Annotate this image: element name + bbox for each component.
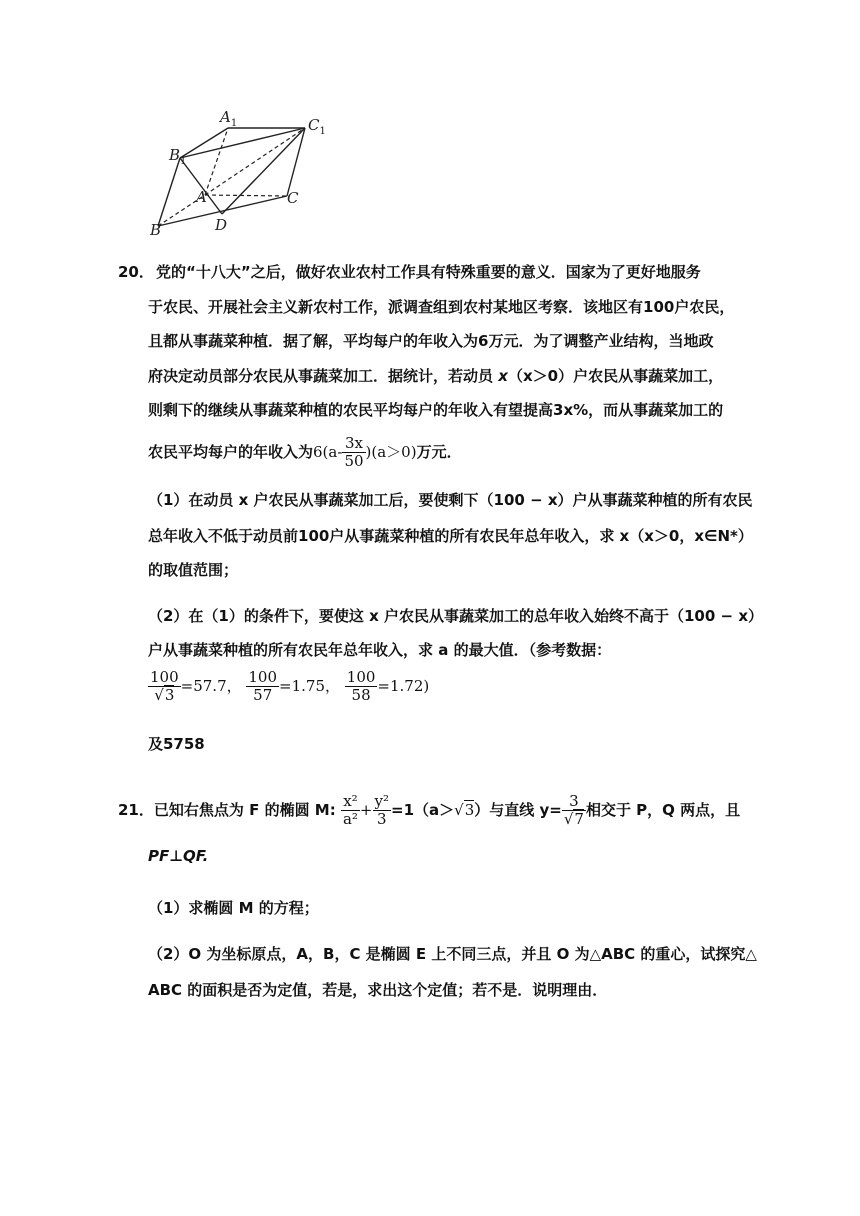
q20-part1-line-3: 的取值范围； bbox=[148, 561, 239, 579]
label-a1: $A_1$ bbox=[220, 108, 238, 129]
q21-line-frac: $\frac{3}{√7}$ bbox=[563, 792, 584, 828]
q21-part2-line-2: ABC 的面积是否为定值，若是，求出这个定值；若不是．说明理由． bbox=[148, 981, 608, 999]
q20-formula-prefix: 6(a- bbox=[313, 443, 343, 461]
q21-cond-root: 3 bbox=[464, 801, 475, 819]
label-b1: $B_1$ bbox=[169, 146, 187, 167]
q20-line-2: 于农民、开展社会主义新农村工作，派调查组到农村某地区考察．该地区有100户农民， bbox=[148, 298, 735, 316]
q20-line-3: 且都从事蔬菜种植．据了解，平均每户的年收入为6万元．为了调整产业结构，当地政 bbox=[148, 332, 714, 350]
prism-figure bbox=[140, 100, 350, 240]
q20-line-4-text: 府决定动员部分农民从事蔬菜加工．据统计，若动员 bbox=[148, 367, 494, 385]
q21-eq-x-frac: $\frac{\text{x²}}{\text{a²}}$ bbox=[342, 792, 358, 828]
q20-x: x bbox=[498, 367, 508, 385]
ref-val-3: =1.72) bbox=[377, 677, 430, 695]
q20-line-6-text: 农民平均每户的年收入为 bbox=[148, 443, 314, 461]
ref-frac-1: $\frac{100}{√3}$ bbox=[150, 668, 179, 704]
q20-line-1: 党的“十八大”之后，做好农业农村工作具有特殊重要的意义．国家为了更好地服务 bbox=[156, 263, 701, 281]
ref-val-2: =1.75， bbox=[279, 677, 340, 695]
q20-part2-line-2: 户从事蔬菜种植的所有农民年总年收入，求 a 的最大值．（参考数据： bbox=[148, 641, 612, 659]
label-a: A bbox=[196, 188, 207, 206]
q20-formula-suffix: )(a＞0) bbox=[365, 443, 417, 461]
q20-line-5: 则剩下的继续从事蔬菜种植的农民平均每户的年收入有望提高3x%，而从事蔬菜加工的 bbox=[148, 401, 724, 419]
label-d: D bbox=[215, 216, 228, 234]
q20-line-4-tail: 户农民从事蔬菜加工， bbox=[573, 367, 724, 385]
q21-intro: 已知右焦点为 F 的椭圆 M: bbox=[153, 801, 336, 819]
q20-part2-line-1: （2）在（1）的条件下，要使这 x 户农民从事蔬菜加工的总年收入始终不高于（100 − x） bbox=[148, 607, 763, 625]
q21-cond: （a＞ bbox=[414, 801, 455, 819]
q20-formula-frac: $\frac{3x}{50}$ bbox=[344, 434, 364, 470]
label-b: B bbox=[150, 221, 162, 239]
edge-bb1 bbox=[158, 158, 180, 226]
q20-part1-line-1: （1）在动员 x 户农民从事蔬菜加工后，要使剩下（100 − x）户从事蔬菜种植的所有农民 bbox=[148, 491, 753, 509]
prism-diagram bbox=[140, 100, 350, 240]
q21-eq-rhs: =1 bbox=[391, 801, 415, 819]
q20-part1-line-2: 总年收入不低于动员前100户从事蔬菜种植的所有农民年总年收入，求 x（x＞0，x∈N*） bbox=[148, 527, 753, 545]
q20-line-6 bbox=[148, 432, 462, 472]
q21-eq-plus: + bbox=[359, 801, 373, 819]
q21-part2-line-1: （2）O 为坐标原点，A，B，C 是椭圆 E 上不同三点，并且 O 为△ABC 的重心，试探究△ bbox=[148, 945, 757, 963]
q21-cond-close: ）与直线 y= bbox=[474, 801, 562, 819]
q21-part1: （1）求椭圆 M 的方程； bbox=[148, 899, 319, 917]
q21-line-1: 21．已知右焦点为 F 的椭圆 M: $\frac{\text{x²}}{\text{a²}}$ + $\frac{\text{y²}}{3}$ =1（a＞√3）与直线 y= $\frac{3}{√7}$ 相交于 P，Q 两点，且 bbox=[118, 792, 741, 828]
q21-number: 21． bbox=[118, 801, 154, 819]
q20-line-4 bbox=[148, 366, 723, 386]
q21-line-2: PF⊥QF. bbox=[148, 847, 209, 865]
q20-number: 20． bbox=[118, 263, 154, 281]
label-c1: $C_1$ bbox=[308, 116, 326, 137]
q20-stray-text: 及5758 bbox=[148, 735, 205, 753]
q20-cond-x: （x＞0） bbox=[507, 367, 574, 385]
label-c: C bbox=[287, 189, 299, 207]
q20-line-6-tail: 万元． bbox=[416, 443, 462, 461]
edge-b1a1 bbox=[180, 128, 228, 158]
q21-eq-y-frac: $\frac{\text{y²}}{3}$ bbox=[374, 792, 389, 828]
edge-aa1 bbox=[205, 128, 228, 195]
q21-tail: 相交于 P，Q 两点，且 bbox=[585, 801, 741, 819]
edge-b1c1 bbox=[180, 128, 305, 158]
ref-frac-3: $\frac{100}{58}$ bbox=[346, 668, 376, 704]
ref-frac-2: $\frac{100}{57}$ bbox=[248, 668, 278, 704]
q20-reference-data bbox=[148, 666, 429, 706]
ref-val-1: =57.7， bbox=[180, 677, 242, 695]
edge-ac bbox=[205, 195, 287, 196]
